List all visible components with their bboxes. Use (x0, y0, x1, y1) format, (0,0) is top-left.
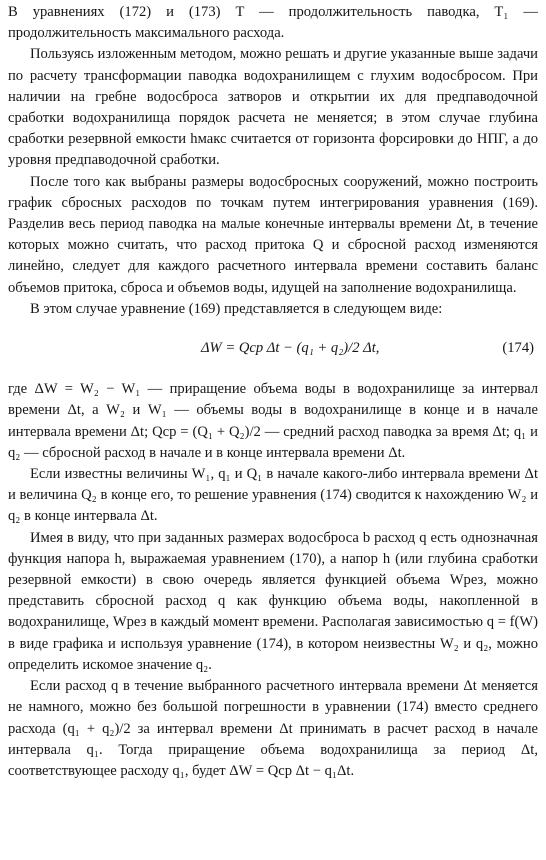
paragraph-6: Если известны величины W₁, q₁ и Q₁ в начале какого-либо интервала времени Δt и величина Q₂ в конце его, то решение уравнения (174) сводится к нахождению W₂ и q₂ в конце интервала Δt. (8, 466, 538, 525)
paragraph-5: где ΔW = W₂ − W₁ — приращение объема воды в водохранилище за интервал времени Δt, а W₂ и W₁ — объемы воды в водохранилище в конце и в начале интервала времени Δt; Qср = (Q₁ + Q₂)/2 — средний расход паводка за время Δt; q₁ и q₂ — сбросной расход в начале и в конце интервала времени Δt. (8, 381, 538, 461)
equation-text: ΔW = Qср Δt − (q₁ + q₂)/2 Δt, (200, 340, 380, 357)
paragraph-1: В уравнениях (172) и (173) T — продолжительность паводка, T₁ — продолжительность максимального расхода. (8, 4, 538, 42)
equation-174 (8, 338, 538, 359)
paragraph-7: Имея в виду, что при заданных размерах водосброса b расход q есть однозначная функция напора h, выражаемая уравнением (170), а напор h (или глубина сработки резервной емкости) в свою очередь является функцией объема Wрез, можно представить сбросной расход q как функцию объема воды, накопленной в водохранилище, Wрез в каждый момент времени. Располагая зависимостью q = f(W) в виде графика и используя уравнение (174), в котором неизвестны W₂ и q₂, можно определить искомое значение q₂. (8, 529, 538, 673)
paragraph-3: После того как выбраны размеры водосбросных сооружений, можно построить график сбросных расходов по точкам путем интегрирования уравнения (169). Разделив весь период паводка на малые конечные интервалы времени Δt, в течение которых можно считать, что расход притока Q и сбросной расход изменяются линейно, следует для каждого расчетного интервала времени составить баланс объемов притока, сброса и объемов воды, идущей на заполнение водохранилища. (8, 173, 538, 296)
equation-number: (174) (502, 340, 534, 357)
paragraph-8: Если расход q в течение выбранного расчетного интервала времени Δt меняется не намного, можно без большой погрешности в уравнении (174) вместо среднего расхода (q₁ + q₂)/2 за интервал времени Δt принимать в расчет расход в начале интервала q₁. Тогда приращение объема водохранилища за период Δt, соответствующее расходу q₁, будет ΔW = Qср Δt − q₁Δt. (8, 678, 538, 779)
paragraph-2: Пользуясь изложенным методом, можно решать и другие указанные выше задачи по расчету трансформации паводка водохранилищем с глухим водосбросом. При наличии на гребне водосброса затворов и открытии их для предпаводочной сработки водохранилища порядок расчета не меняется; в этом случае глубина сработки резервной емкости hмакс считается от горизонта форсировки до НПГ, а до уровня предпаводочной сработки. (8, 46, 538, 169)
paragraph-4: В этом случае уравнение (169) представляется в следующем виде: (30, 300, 443, 317)
